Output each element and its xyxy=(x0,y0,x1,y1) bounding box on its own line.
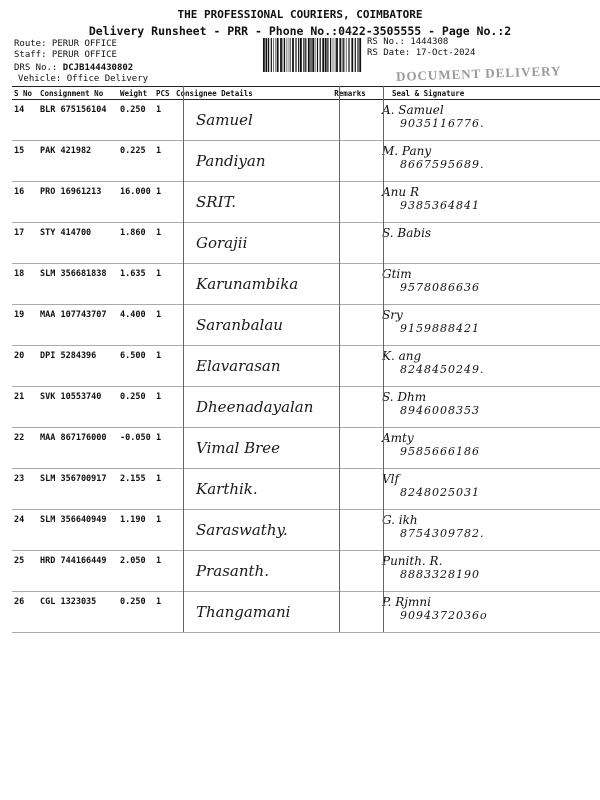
runsheet-subtitle: Delivery Runsheet - PRR - Phone No.:0422-3505555 - Page No.:2 xyxy=(88,24,512,38)
table-row xyxy=(12,141,600,182)
barcode-bar xyxy=(349,38,350,72)
barcode-bar xyxy=(289,38,290,72)
barcode-bar xyxy=(335,38,336,72)
company-title: THE PROFESSIONAL COURIERS, COIMBATORE xyxy=(177,8,423,21)
table-row xyxy=(12,510,600,551)
row-pcs: 1 xyxy=(154,182,174,223)
row-remarks xyxy=(328,592,372,633)
drs-line xyxy=(14,63,148,74)
signature-phone: 8248025031 xyxy=(400,486,480,499)
row-sno: 22 xyxy=(12,428,38,469)
row-remarks xyxy=(328,182,372,223)
row-remarks xyxy=(328,469,372,510)
col-sno: S No xyxy=(12,87,38,100)
row-consignee xyxy=(174,305,328,346)
barcode-bar xyxy=(295,38,296,72)
consignee-handwritten-name: SRIT. xyxy=(196,193,237,211)
signature-phone: 8883328190 xyxy=(400,568,480,581)
consignee-handwritten-name: Pandiyan xyxy=(196,152,266,170)
barcode-bar xyxy=(327,38,328,72)
row-signature xyxy=(372,551,600,592)
row-signature xyxy=(372,100,600,141)
barcode-bar xyxy=(292,38,294,72)
barcode-bar xyxy=(333,38,334,72)
barcode-bar xyxy=(325,38,327,72)
signature-name: P. Rjmni xyxy=(382,595,431,609)
barcode-bar xyxy=(322,38,324,72)
signature-phone: 9035116776. xyxy=(400,117,485,130)
barcode-bar xyxy=(359,38,361,72)
barcode-bar xyxy=(283,38,284,72)
col-consignment: Consignment No xyxy=(38,87,118,100)
row-sno: 19 xyxy=(12,305,38,346)
row-consignment-no: STY 414700 xyxy=(38,223,118,264)
row-weight: 16.000 xyxy=(118,182,154,223)
row-weight: 1.635 xyxy=(118,264,154,305)
barcode-bar xyxy=(303,38,304,72)
row-pcs: 1 xyxy=(154,469,174,510)
row-remarks xyxy=(328,264,372,305)
barcode-bar xyxy=(315,38,316,72)
signature-phone: 9385364841 xyxy=(400,199,480,212)
row-consignment-no: SLM 356640949 xyxy=(38,510,118,551)
signature-name: Amty xyxy=(382,431,414,445)
row-remarks xyxy=(328,305,372,346)
row-weight: 2.155 xyxy=(118,469,154,510)
barcode-bar xyxy=(357,38,358,72)
consignee-handwritten-name: Samuel xyxy=(196,111,253,129)
barcode-bar xyxy=(346,38,347,72)
row-weight: 2.050 xyxy=(118,551,154,592)
row-sno: 15 xyxy=(12,141,38,182)
document-delivery-stamp: DOCUMENT DELIVERY xyxy=(395,63,562,84)
row-signature xyxy=(372,305,600,346)
row-sno: 20 xyxy=(12,346,38,387)
signature-phone: 8754309782. xyxy=(400,527,485,540)
barcode-bar xyxy=(290,38,291,72)
row-sno: 21 xyxy=(12,387,38,428)
barcode-bar xyxy=(284,38,285,72)
row-pcs: 1 xyxy=(154,264,174,305)
signature-name: S. Babis xyxy=(382,226,432,240)
route-text: Route: PERUR OFFICE xyxy=(14,39,117,49)
row-consignee xyxy=(174,387,328,428)
col-signature: Seal & Signature xyxy=(372,87,600,100)
row-pcs: 1 xyxy=(154,387,174,428)
barcode-bar xyxy=(355,38,356,72)
row-consignee xyxy=(174,469,328,510)
drs-label: DRS No.: xyxy=(14,63,58,73)
table-row xyxy=(12,100,600,141)
row-weight: 1.190 xyxy=(118,510,154,551)
consignee-handwritten-name: Karthik. xyxy=(196,480,258,498)
signature-name: Gtim xyxy=(382,267,412,281)
barcode-bar xyxy=(273,38,274,72)
barcode-bar xyxy=(268,38,269,72)
signature-phone: 9585666186 xyxy=(400,445,480,458)
row-signature xyxy=(372,223,600,264)
row-weight: 1.860 xyxy=(118,223,154,264)
barcode-bar xyxy=(343,38,344,72)
row-pcs: 1 xyxy=(154,428,174,469)
row-remarks xyxy=(328,141,372,182)
consignee-handwritten-name: Saraswathy. xyxy=(196,521,288,539)
row-sno: 16 xyxy=(12,182,38,223)
signature-phone: 9578086636 xyxy=(400,281,480,294)
row-consignee xyxy=(174,141,328,182)
consignee-handwritten-name: Thangamani xyxy=(196,603,291,621)
row-consignment-no: DPI 5284396 xyxy=(38,346,118,387)
row-remarks xyxy=(328,100,372,141)
barcode-bar xyxy=(312,38,314,72)
row-pcs: 1 xyxy=(154,141,174,182)
row-consignee xyxy=(174,223,328,264)
row-consignee xyxy=(174,100,328,141)
row-remarks xyxy=(328,428,372,469)
barcode-bar xyxy=(277,38,279,72)
row-weight: 0.225 xyxy=(118,141,154,182)
row-weight: 0.250 xyxy=(118,100,154,141)
row-pcs: 1 xyxy=(154,223,174,264)
row-consignment-no: CGL 1323035 xyxy=(38,592,118,633)
route-meta xyxy=(14,39,148,85)
consignee-handwritten-name: Elavarasan xyxy=(196,357,281,375)
row-signature xyxy=(372,387,600,428)
row-remarks xyxy=(328,551,372,592)
row-consignee xyxy=(174,182,328,223)
consignee-handwritten-name: Dheenadayalan xyxy=(196,398,314,416)
row-remarks xyxy=(328,223,372,264)
vehicle-text: Vehicle: Office Delivery xyxy=(18,74,149,84)
row-pcs: 1 xyxy=(154,592,174,633)
barcode-bar xyxy=(300,38,302,72)
row-consignment-no: MAA 867176000 xyxy=(38,428,118,469)
signature-phone: 9159888421 xyxy=(400,322,480,335)
runsheet-table xyxy=(12,86,600,633)
row-consignment-no: HRD 744166449 xyxy=(38,551,118,592)
signature-name: Vlf xyxy=(382,472,399,486)
row-weight: 0.250 xyxy=(118,387,154,428)
barcode-bar xyxy=(351,38,353,72)
signature-name: Sry xyxy=(382,308,403,322)
signature-name: K. ang xyxy=(382,349,422,363)
row-remarks xyxy=(328,510,372,551)
row-consignment-no: MAA 107743707 xyxy=(38,305,118,346)
signature-name: G. ikh xyxy=(382,513,418,527)
consignee-handwritten-name: Karunambika xyxy=(196,275,299,293)
barcode-bar xyxy=(348,38,349,72)
row-consignment-no: SVK 10553740 xyxy=(38,387,118,428)
row-consignee xyxy=(174,510,328,551)
column-divider xyxy=(383,86,384,632)
row-sno: 25 xyxy=(12,551,38,592)
row-signature xyxy=(372,346,600,387)
row-sno: 23 xyxy=(12,469,38,510)
drs-number: DCJB144430802 xyxy=(62,63,134,73)
column-divider xyxy=(339,86,340,632)
row-consignment-no: PRO 16961213 xyxy=(38,182,118,223)
row-sno: 14 xyxy=(12,100,38,141)
row-consignment-no: SLM 356681838 xyxy=(38,264,118,305)
barcode-bar xyxy=(330,38,331,72)
table-row xyxy=(12,223,600,264)
signature-name: Punith. R. xyxy=(382,554,443,568)
signature-name: M. Pany xyxy=(382,144,432,158)
col-consignee: Consignee Details xyxy=(174,87,328,100)
table-row xyxy=(12,551,600,592)
barcode-bar xyxy=(305,38,306,72)
table-row xyxy=(12,428,600,469)
column-divider xyxy=(183,86,184,632)
row-sno: 24 xyxy=(12,510,38,551)
barcode-bar xyxy=(266,38,268,72)
row-consignment-no: BLR 675156104 xyxy=(38,100,118,141)
row-signature xyxy=(372,428,600,469)
table-row xyxy=(12,346,600,387)
barcode-bar xyxy=(310,38,311,72)
barcode-bar xyxy=(308,38,310,72)
barcode-image xyxy=(262,38,362,72)
barcode-bar xyxy=(298,38,299,72)
row-remarks xyxy=(328,387,372,428)
barcode-bar xyxy=(342,38,343,72)
row-pcs: 1 xyxy=(154,551,174,592)
row-weight: 4.400 xyxy=(118,305,154,346)
row-pcs: 1 xyxy=(154,510,174,551)
table-row xyxy=(12,387,600,428)
barcode-bar xyxy=(320,38,321,72)
table-row xyxy=(12,305,600,346)
rs-number: RS No.: 1444308 xyxy=(367,37,449,47)
row-consignment-no: SLM 356700917 xyxy=(38,469,118,510)
signature-phone: 8248450249. xyxy=(400,363,485,376)
row-consignee xyxy=(174,592,328,633)
barcode-bar xyxy=(287,38,288,72)
col-pcs: PCS xyxy=(154,87,174,100)
signature-phone: 8667595689. xyxy=(400,158,485,171)
consignee-handwritten-name: Vimal Bree xyxy=(196,439,281,457)
rs-date: RS Date: 17-Oct-2024 xyxy=(367,48,476,58)
rs-meta xyxy=(367,37,475,59)
row-consignee xyxy=(174,264,328,305)
barcode-bar xyxy=(336,38,338,72)
barcode-bar xyxy=(339,38,341,72)
col-weight: Weight xyxy=(118,87,154,100)
barcode-bar xyxy=(271,38,272,72)
barcode-bar xyxy=(280,38,282,72)
row-weight: 0.250 xyxy=(118,592,154,633)
consignee-handwritten-name: Prasanth. xyxy=(196,562,269,580)
row-signature xyxy=(372,510,600,551)
row-signature xyxy=(372,592,600,633)
barcode-bar xyxy=(263,38,265,72)
row-weight: 6.500 xyxy=(118,346,154,387)
table-row xyxy=(12,592,600,633)
signature-name: Anu R xyxy=(382,185,419,199)
row-consignee xyxy=(174,346,328,387)
table-header-row xyxy=(12,87,600,100)
row-pcs: 1 xyxy=(154,305,174,346)
row-sno: 26 xyxy=(12,592,38,633)
row-signature xyxy=(372,141,600,182)
row-pcs: 1 xyxy=(154,346,174,387)
barcode-bar xyxy=(276,38,277,72)
signature-phone: 8946008353 xyxy=(400,404,480,417)
row-pcs: 1 xyxy=(154,100,174,141)
row-weight: -0.050 xyxy=(118,428,154,469)
row-consignee xyxy=(174,428,328,469)
signature-name: S. Dhm xyxy=(382,390,427,404)
row-signature xyxy=(372,469,600,510)
row-signature xyxy=(372,182,600,223)
table-row xyxy=(12,182,600,223)
consignee-handwritten-name: Saranbalau xyxy=(196,316,283,334)
staff-text: Staff: PERUR OFFICE xyxy=(14,50,117,60)
signature-phone: 9094372036o xyxy=(400,609,488,622)
row-consignment-no: PAK 421982 xyxy=(38,141,118,182)
table-row xyxy=(12,264,600,305)
row-signature xyxy=(372,264,600,305)
consignee-handwritten-name: Gorajii xyxy=(196,234,248,252)
signature-name: A. Samuel xyxy=(382,103,444,117)
row-remarks xyxy=(328,346,372,387)
col-remarks: Remarks xyxy=(328,87,372,100)
row-sno: 18 xyxy=(12,264,38,305)
row-sno: 17 xyxy=(12,223,38,264)
table-row xyxy=(12,469,600,510)
barcode-bar xyxy=(317,38,318,72)
row-consignee xyxy=(174,551,328,592)
